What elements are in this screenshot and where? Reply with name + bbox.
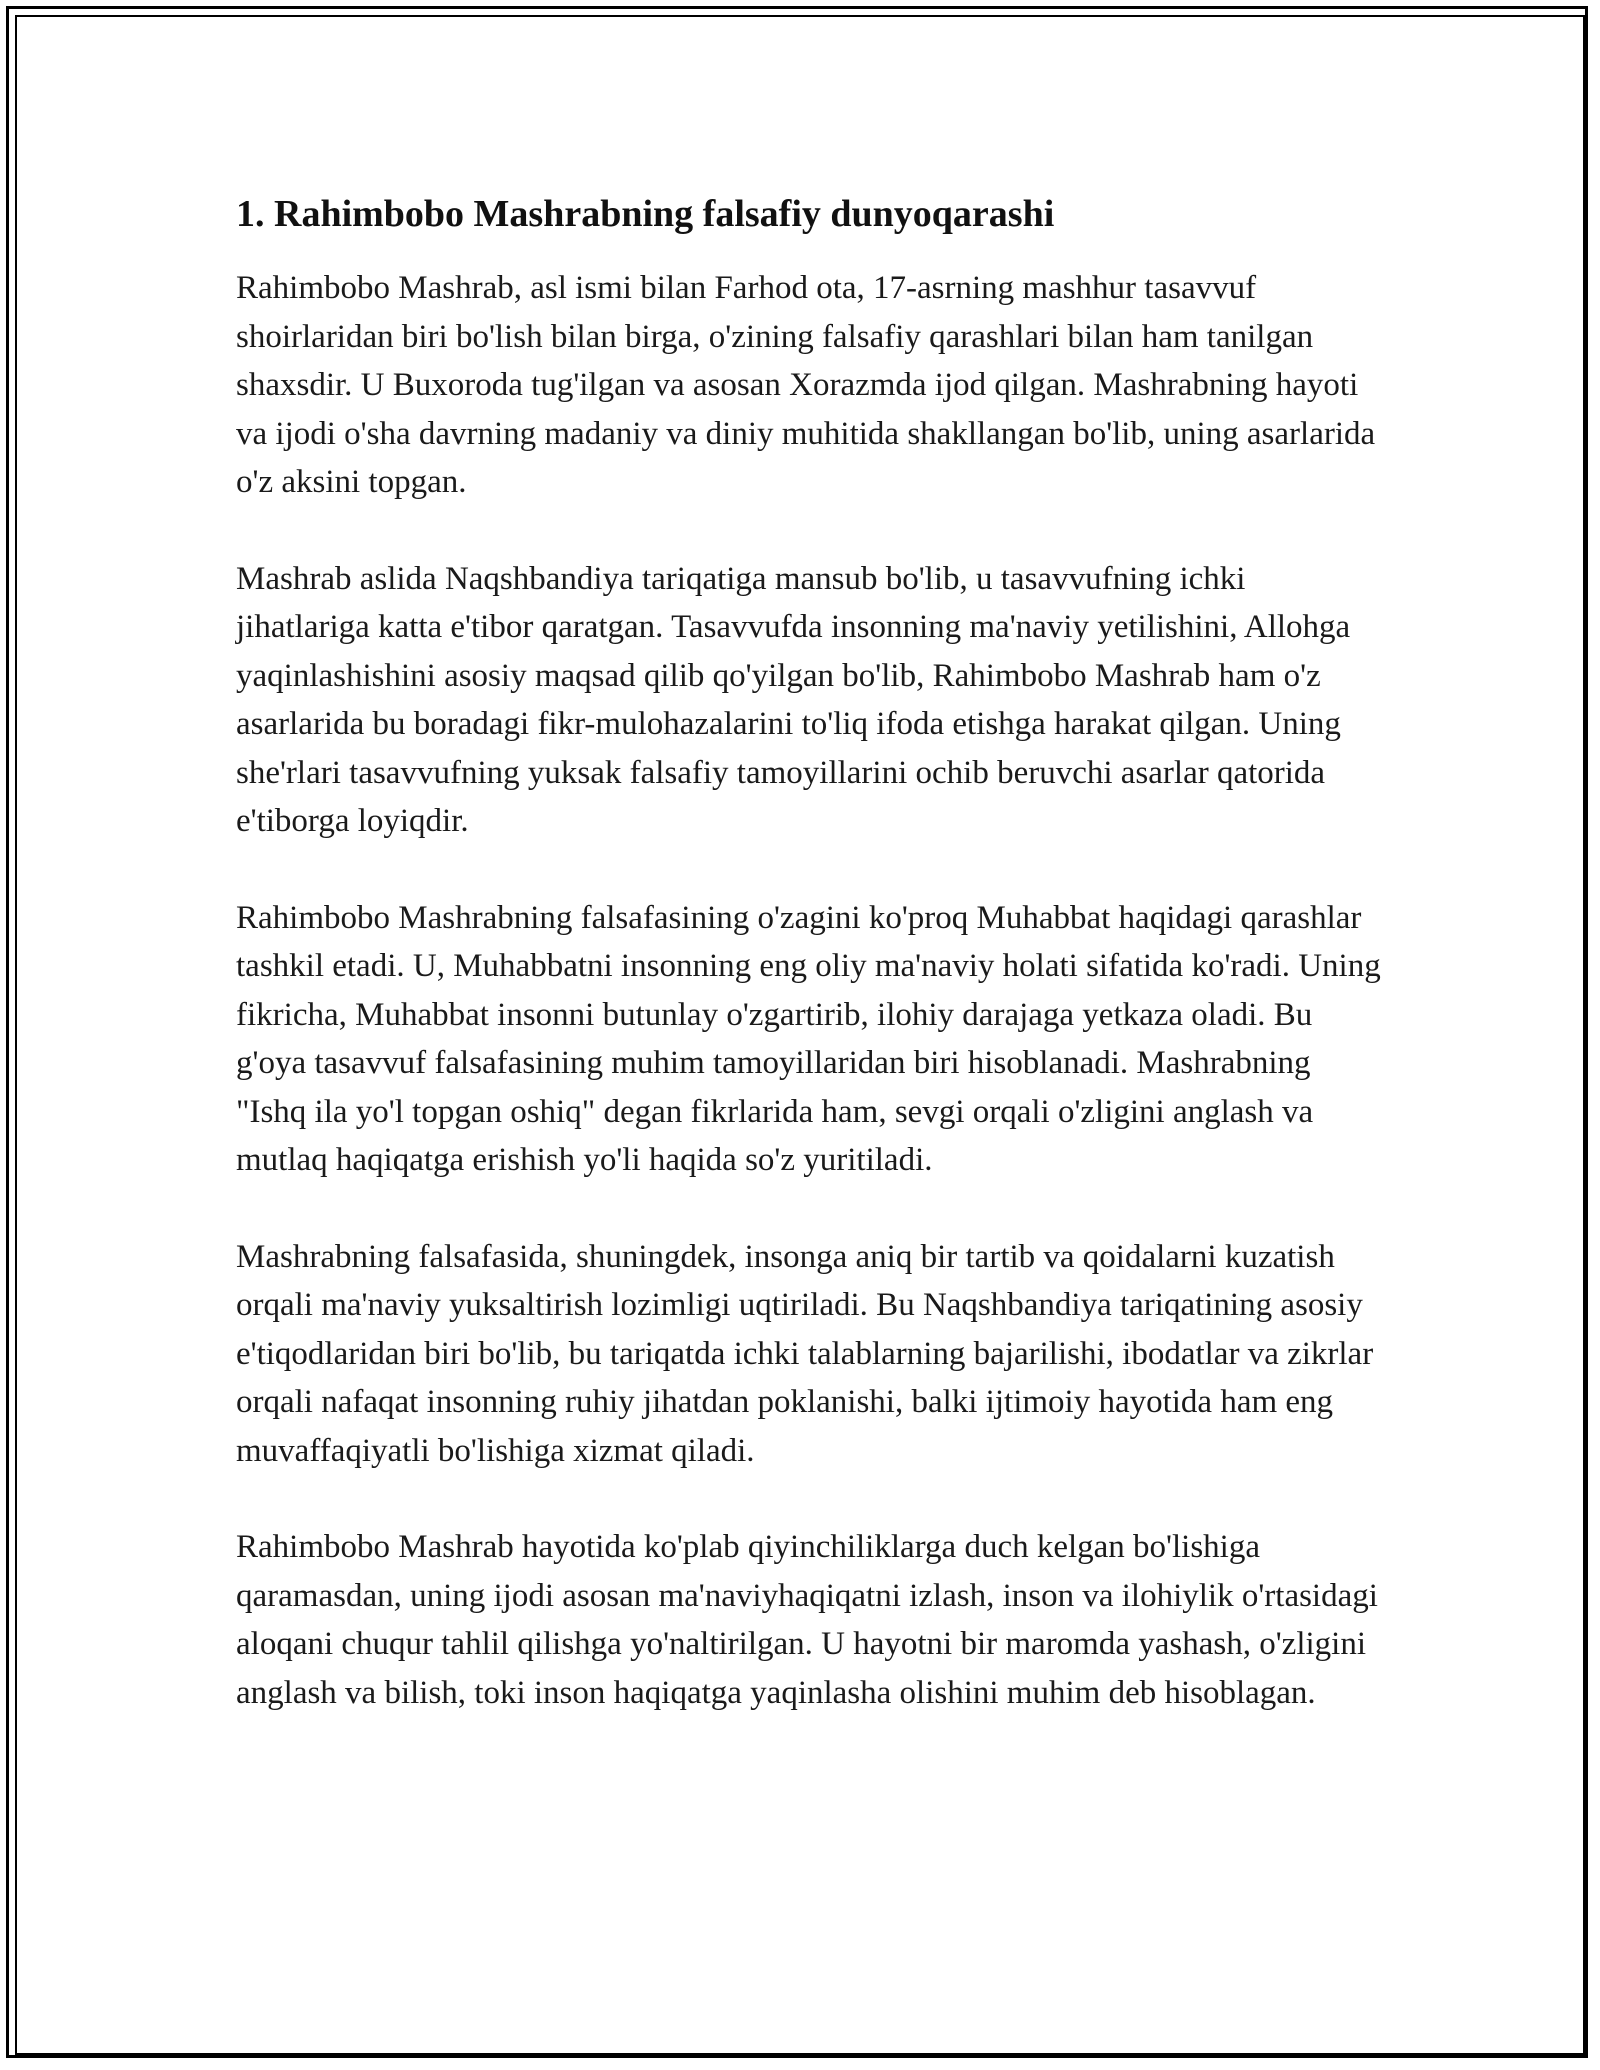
section-title: 1. Rahimbobo Mashrabning falsafiy dunyoqarashi	[236, 193, 1055, 235]
paragraph-3: Rahimbobo Mashrabning falsafasining o'zagini ko'proq Muhabbat haqidagi qarashlar tashkil etadi. U, Muhabbatni insonning eng oliy ma'naviy holati sifatida ko'radi. Uning fikricha, Muhabbat insonni butunlay o'zgartirib, ilohiy darajaga yetkaza oladi. Bu g'oya tasavvuf falsafasining muhim tamoyillaridan biri hisoblanadi. Mashrabning "Ishq ila yo'l topgan oshiq" degan fikrlarida ham, sevgi orqali o'zligini anglash va mutlaq haqiqatga erishish yo'li haqida so'z yuritiladi.	[236, 899, 1381, 1178]
paragraph-2: Mashrab aslida Naqshbandiya tariqatiga mansub bo'lib, u tasavvufning ichki jihatlariga katta e'tibor qaratgan. Tasavvufda insonning ma'naviy yetilishini, Allohga yaqinlashishini asosiy maqsad qilib qo'yilgan bo'lib, Rahimbobo Mashrab ham o'z asarlarida bu boradagi fikr-mulohazalarini to'liq ifoda etishga harakat qilgan. Uning she'rlari tasavvufning yuksak falsafiy tamoyillarini ochib beruvchi asarlar qatorida e'tiborga loyiqdir.	[236, 560, 1351, 839]
paragraph-5: Rahimbobo Mashrab hayotida ko'plab qiyinchiliklarga duch kelgan bo'lishiga qaramasdan, uning ijodi asosan ma'naviyhaqiqatni izlash, inson va ilohiylik o'rtasidagi aloqani chuqur tahlil qilishga yo'naltirilgan. U hayotni bir maromda yashash, o'zligini anglash va bilish, toki inson haqiqatga yaqinlasha olishini muhim deb hisoblagan.	[236, 1529, 1378, 1711]
paragraph-1: Rahimbobo Mashrab, asl ismi bilan Farhod ota, 17-asrning mashhur tasavvuf shoirlaridan biri bo'lish bilan birga, o'zining falsafiy qarashlari bilan ham tanilgan shaxsdir. U Buxoroda tug'ilgan va asosan Xorazmda ijod qilgan. Mashrabning hayoti va ijodi o'sha davrning madaniy va diniy muhitida shakllangan bo'lib, uning asarlarida o'z aksini topgan.	[236, 270, 1376, 500]
document-body	[236, 186, 1386, 1765]
paragraph-4: Mashrabning falsafasida, shuningdek, insonga aniq bir tartib va qoidalarni kuzatish orqali ma'naviy yuksaltirish lozimligi uqtiriladi. Bu Naqshbandiya tariqatining asosiy e'tiqodlaridan biri bo'lib, bu tariqatda ichki talablarning bajarilishi, ibodatlar va zikrlar orqali nafaqat insonning ruhiy jihatdan poklanishi, balki ijtimoiy hayotida ham eng muvaffaqiyatli bo'lishiga xizmat qiladi.	[236, 1238, 1374, 1469]
